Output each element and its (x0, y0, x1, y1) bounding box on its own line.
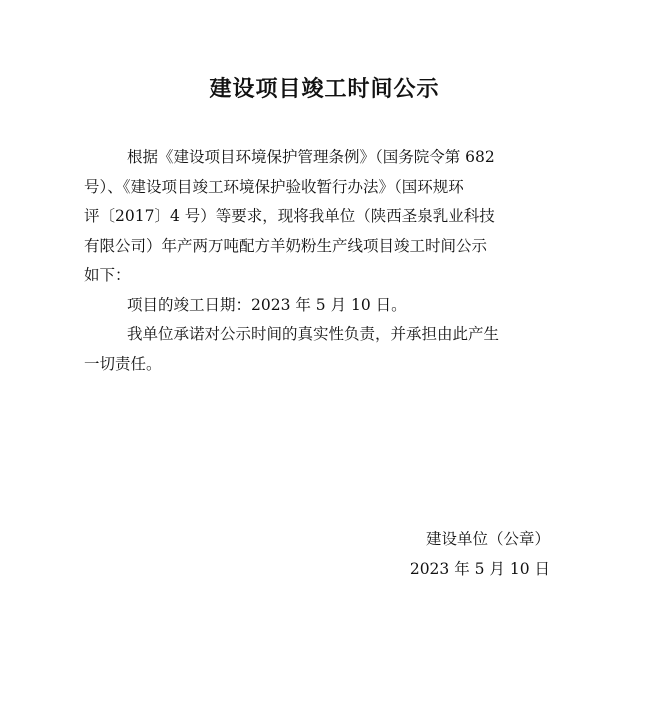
document-body (84, 143, 554, 379)
signature-unit: 建设单位（公章） (425, 530, 550, 548)
paragraph-3-line-2: 一切责任。 (84, 354, 162, 373)
document-title: 建设项目竣工时间公示 (209, 77, 440, 102)
paragraph-1-line-4: 有限公司）年产两万吨配方羊奶粉生产线项目竣工时间公示 (84, 236, 488, 255)
paragraph-3-line-1: 我单位承诺对公示时间的真实性负责，并承担由此产生 (127, 325, 500, 343)
completion-date-paragraph: 项目的竣工日期：2023 年 5 月 10 日。 (127, 295, 407, 314)
signature-date: 2023 年 5 月 10 日 (409, 560, 550, 578)
paragraph-1-line-3: 评〔2017〕4 号）等要求，现将我单位（陕西圣泉乳业科技 (84, 207, 495, 225)
signature-block (410, 524, 550, 584)
paragraph-1-line-1: 根据《建设项目环境保护管理条例》（国务院令第 682 (127, 148, 495, 166)
paragraph-1-line-5: 如下： (84, 266, 131, 284)
paragraph-1-line-2: 号）、《建设项目竣工环境保护验收暂行办法》（国环规环 (84, 177, 464, 196)
